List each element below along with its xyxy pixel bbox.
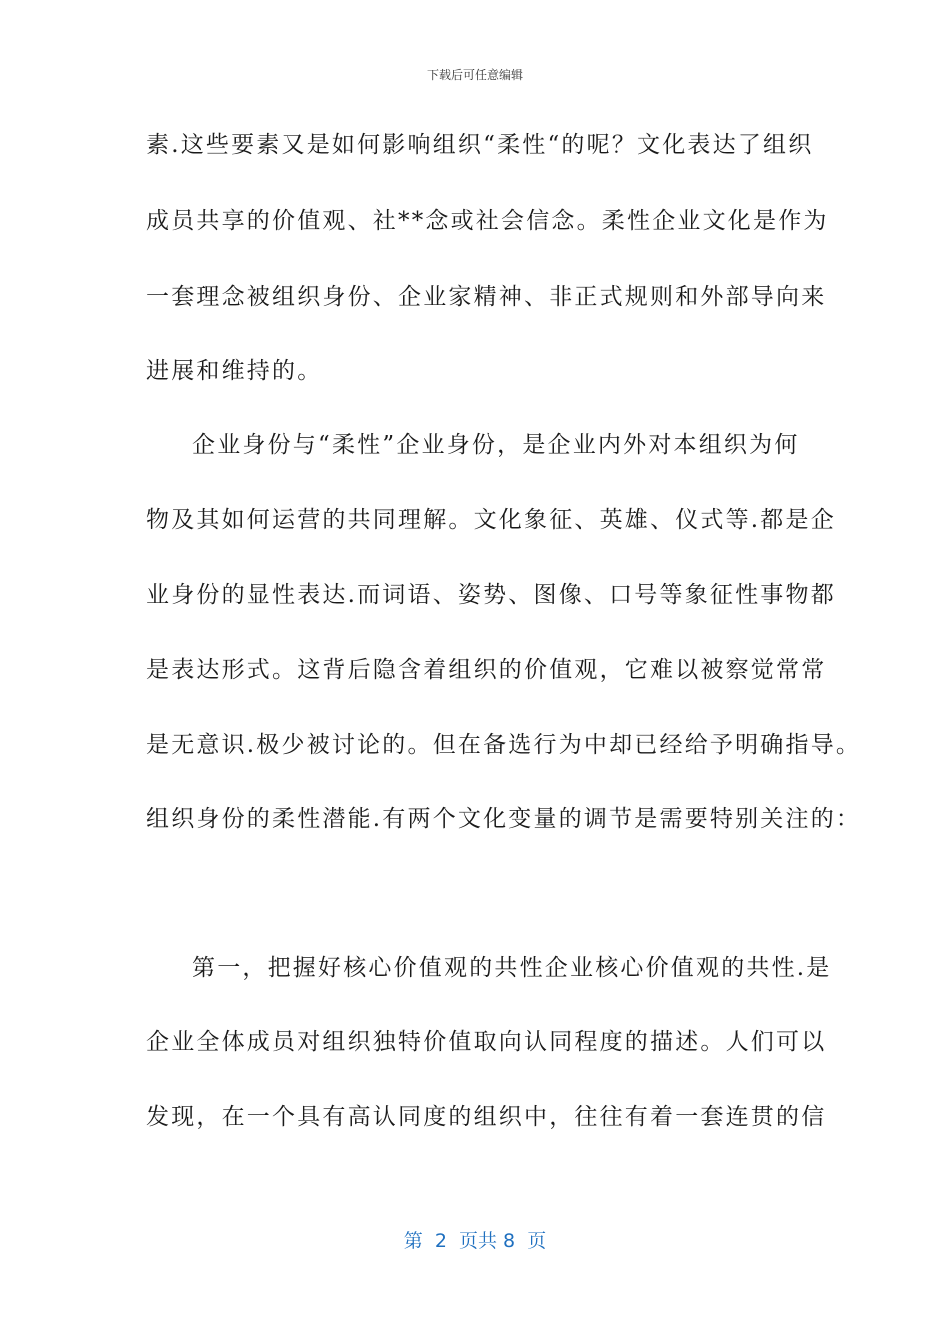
text-line: 素.这些要素又是如何影响组织“柔性“的呢？文化表达了组织 (146, 132, 814, 158)
text-line: 进展和维持的。 (146, 358, 323, 384)
page-header: 下载后可任意编辑 (426, 68, 523, 82)
text-line: 物及其如何运营的共同理解。文化象征、英雄、仪式等.都是企 (146, 507, 836, 533)
text-line: 成员共享的价值观、社**念或社会信念。柔性企业文化是作为 (146, 208, 829, 234)
paragraph-first-line: 企业身份与“柔性”企业身份，是企业内外对本组织为何 (192, 432, 800, 458)
paragraph-first-line: 第一，把握好核心价值观的共性企业核心价值观的共性.是 (192, 955, 832, 981)
text-line: 是表达形式。这背后隐含着组织的价值观，它难以被察觉常常 (146, 657, 827, 683)
page-number-footer: 第 2 页共 8 页 (403, 1230, 547, 1252)
text-line: 组织身份的柔性潜能.有两个文化变量的调节是需要特别关注的： (146, 806, 862, 832)
text-line: 业身份的显性表达.而词语、姿势、图像、口号等象征性事物都 (146, 582, 836, 608)
text-line: 一套理念被组织身份、企业家精神、非正式规则和外部导向来 (146, 284, 827, 310)
text-line: 发现，在一个具有高认同度的组织中，往往有着一套连贯的信 (146, 1104, 827, 1130)
text-line: 是无意识.极少被讨论的。但在备选行为中却已经给予明确指导。 (146, 732, 862, 758)
text-line: 企业全体成员对组织独特价值取向认同程度的描述。人们可以 (146, 1029, 827, 1055)
